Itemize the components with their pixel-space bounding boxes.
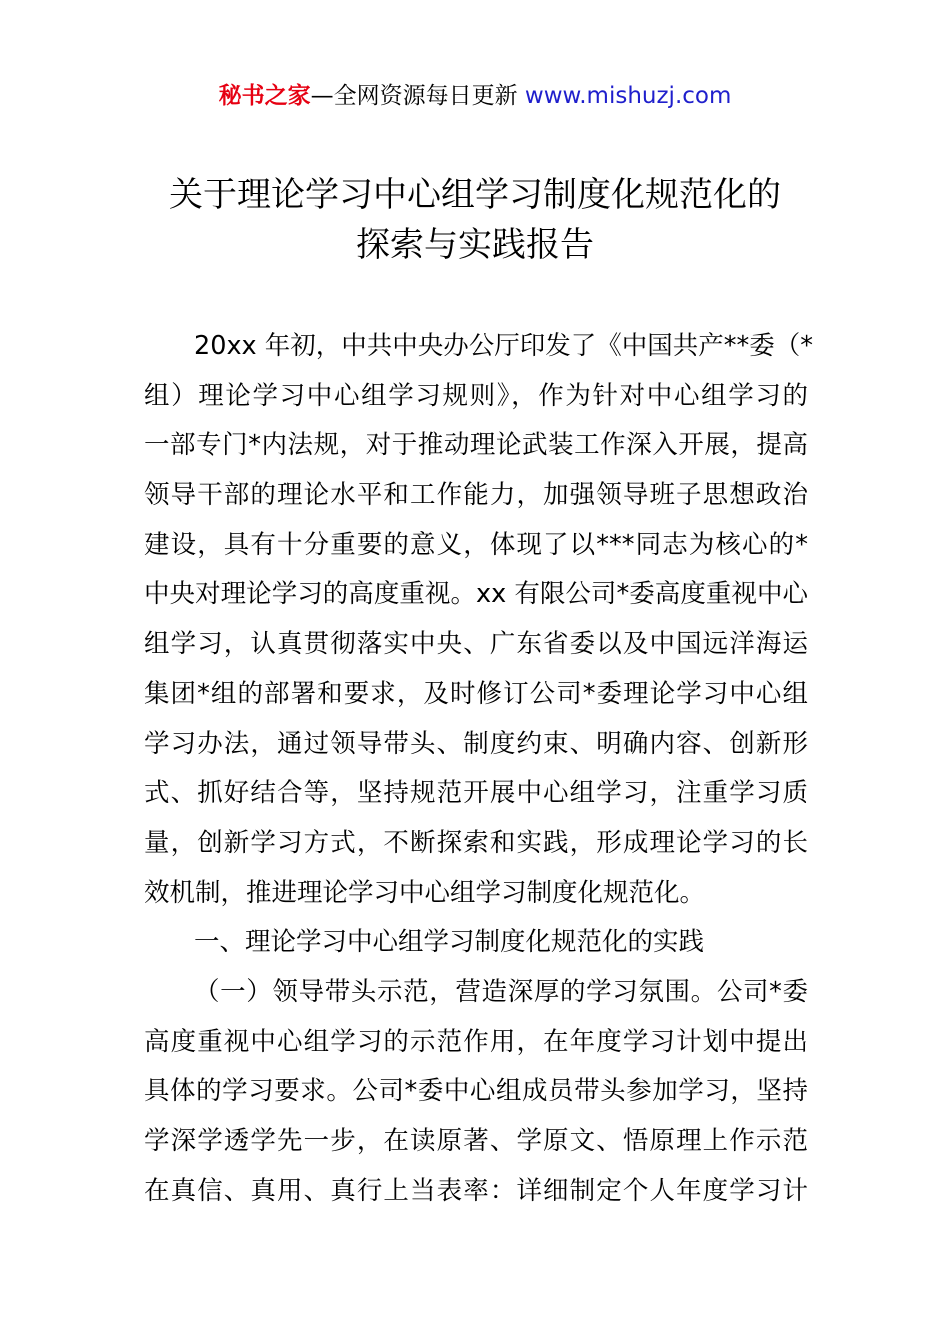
title-line-1: 关于理论学习中心组学习制度化规范化的 <box>169 175 781 215</box>
body-line: 建设，具有十分重要的意义，体现了以***同志为核心的* <box>144 529 808 560</box>
body-line: 一部专门*内法规，对于推动理论武装工作深入开展，提高 <box>144 430 808 461</box>
body-line: 量，创新学习方式，不断探索和实践，形成理论学习的长 <box>144 827 808 858</box>
body-line: 式、抓好结合等，坚持规范开展中心组学习，注重学习质 <box>144 778 808 809</box>
body-line: 组学习，认真贯彻落实中央、广东省委以及中国远洋海运 <box>144 629 808 660</box>
body-line: 效机制，推进理论学习中心组学习制度化规范化。 <box>144 877 706 908</box>
site-header <box>0 80 950 112</box>
body-line: 中央对理论学习的高度重视。xx 有限公司*委高度重视中心 <box>144 579 808 610</box>
body-text <box>144 322 813 1216</box>
subsection-heading: （一）领导带头示范，营造深厚的学习氛围。公司*委 <box>194 976 808 1007</box>
body-line: 高度重视中心组学习的示范作用，在年度学习计划中提出 <box>144 1026 808 1057</box>
title-line-2: 探索与实践报告 <box>356 225 594 265</box>
body-line: 组）理论学习中心组学习规则》，作为针对中心组学习的 <box>144 380 808 411</box>
body-line: 具体的学习要求。公司*委中心组成员带头参加学习，坚持 <box>144 1076 808 1107</box>
body-line: 20xx 年初，中共中央办公厅印发了《中国共产**委（* <box>194 331 813 361</box>
body-line: 学深学透学先一步，在读原著、学原文、悟原理上作示范 <box>144 1126 808 1156</box>
site-name: 秘书之家 <box>218 83 311 109</box>
body-line: 在真信、真用、真行上当表率：详细制定个人年度学习计 <box>144 1175 808 1206</box>
body-line: 领导干部的理论水平和工作能力，加强领导班子思想政治 <box>144 480 808 511</box>
document-title <box>0 170 950 270</box>
body-line: 学习办法，通过领导带头、制度约束、明确内容、创新形 <box>144 728 808 759</box>
site-slogan: —全网资源每日更新 <box>310 83 525 109</box>
body-line: 集团*组的部署和要求，及时修订公司*委理论学习中心组 <box>144 678 808 709</box>
site-url[interactable]: www.mishuzj.com <box>524 83 732 109</box>
section-heading: 一、理论学习中心组学习制度化规范化的实践 <box>194 927 705 958</box>
